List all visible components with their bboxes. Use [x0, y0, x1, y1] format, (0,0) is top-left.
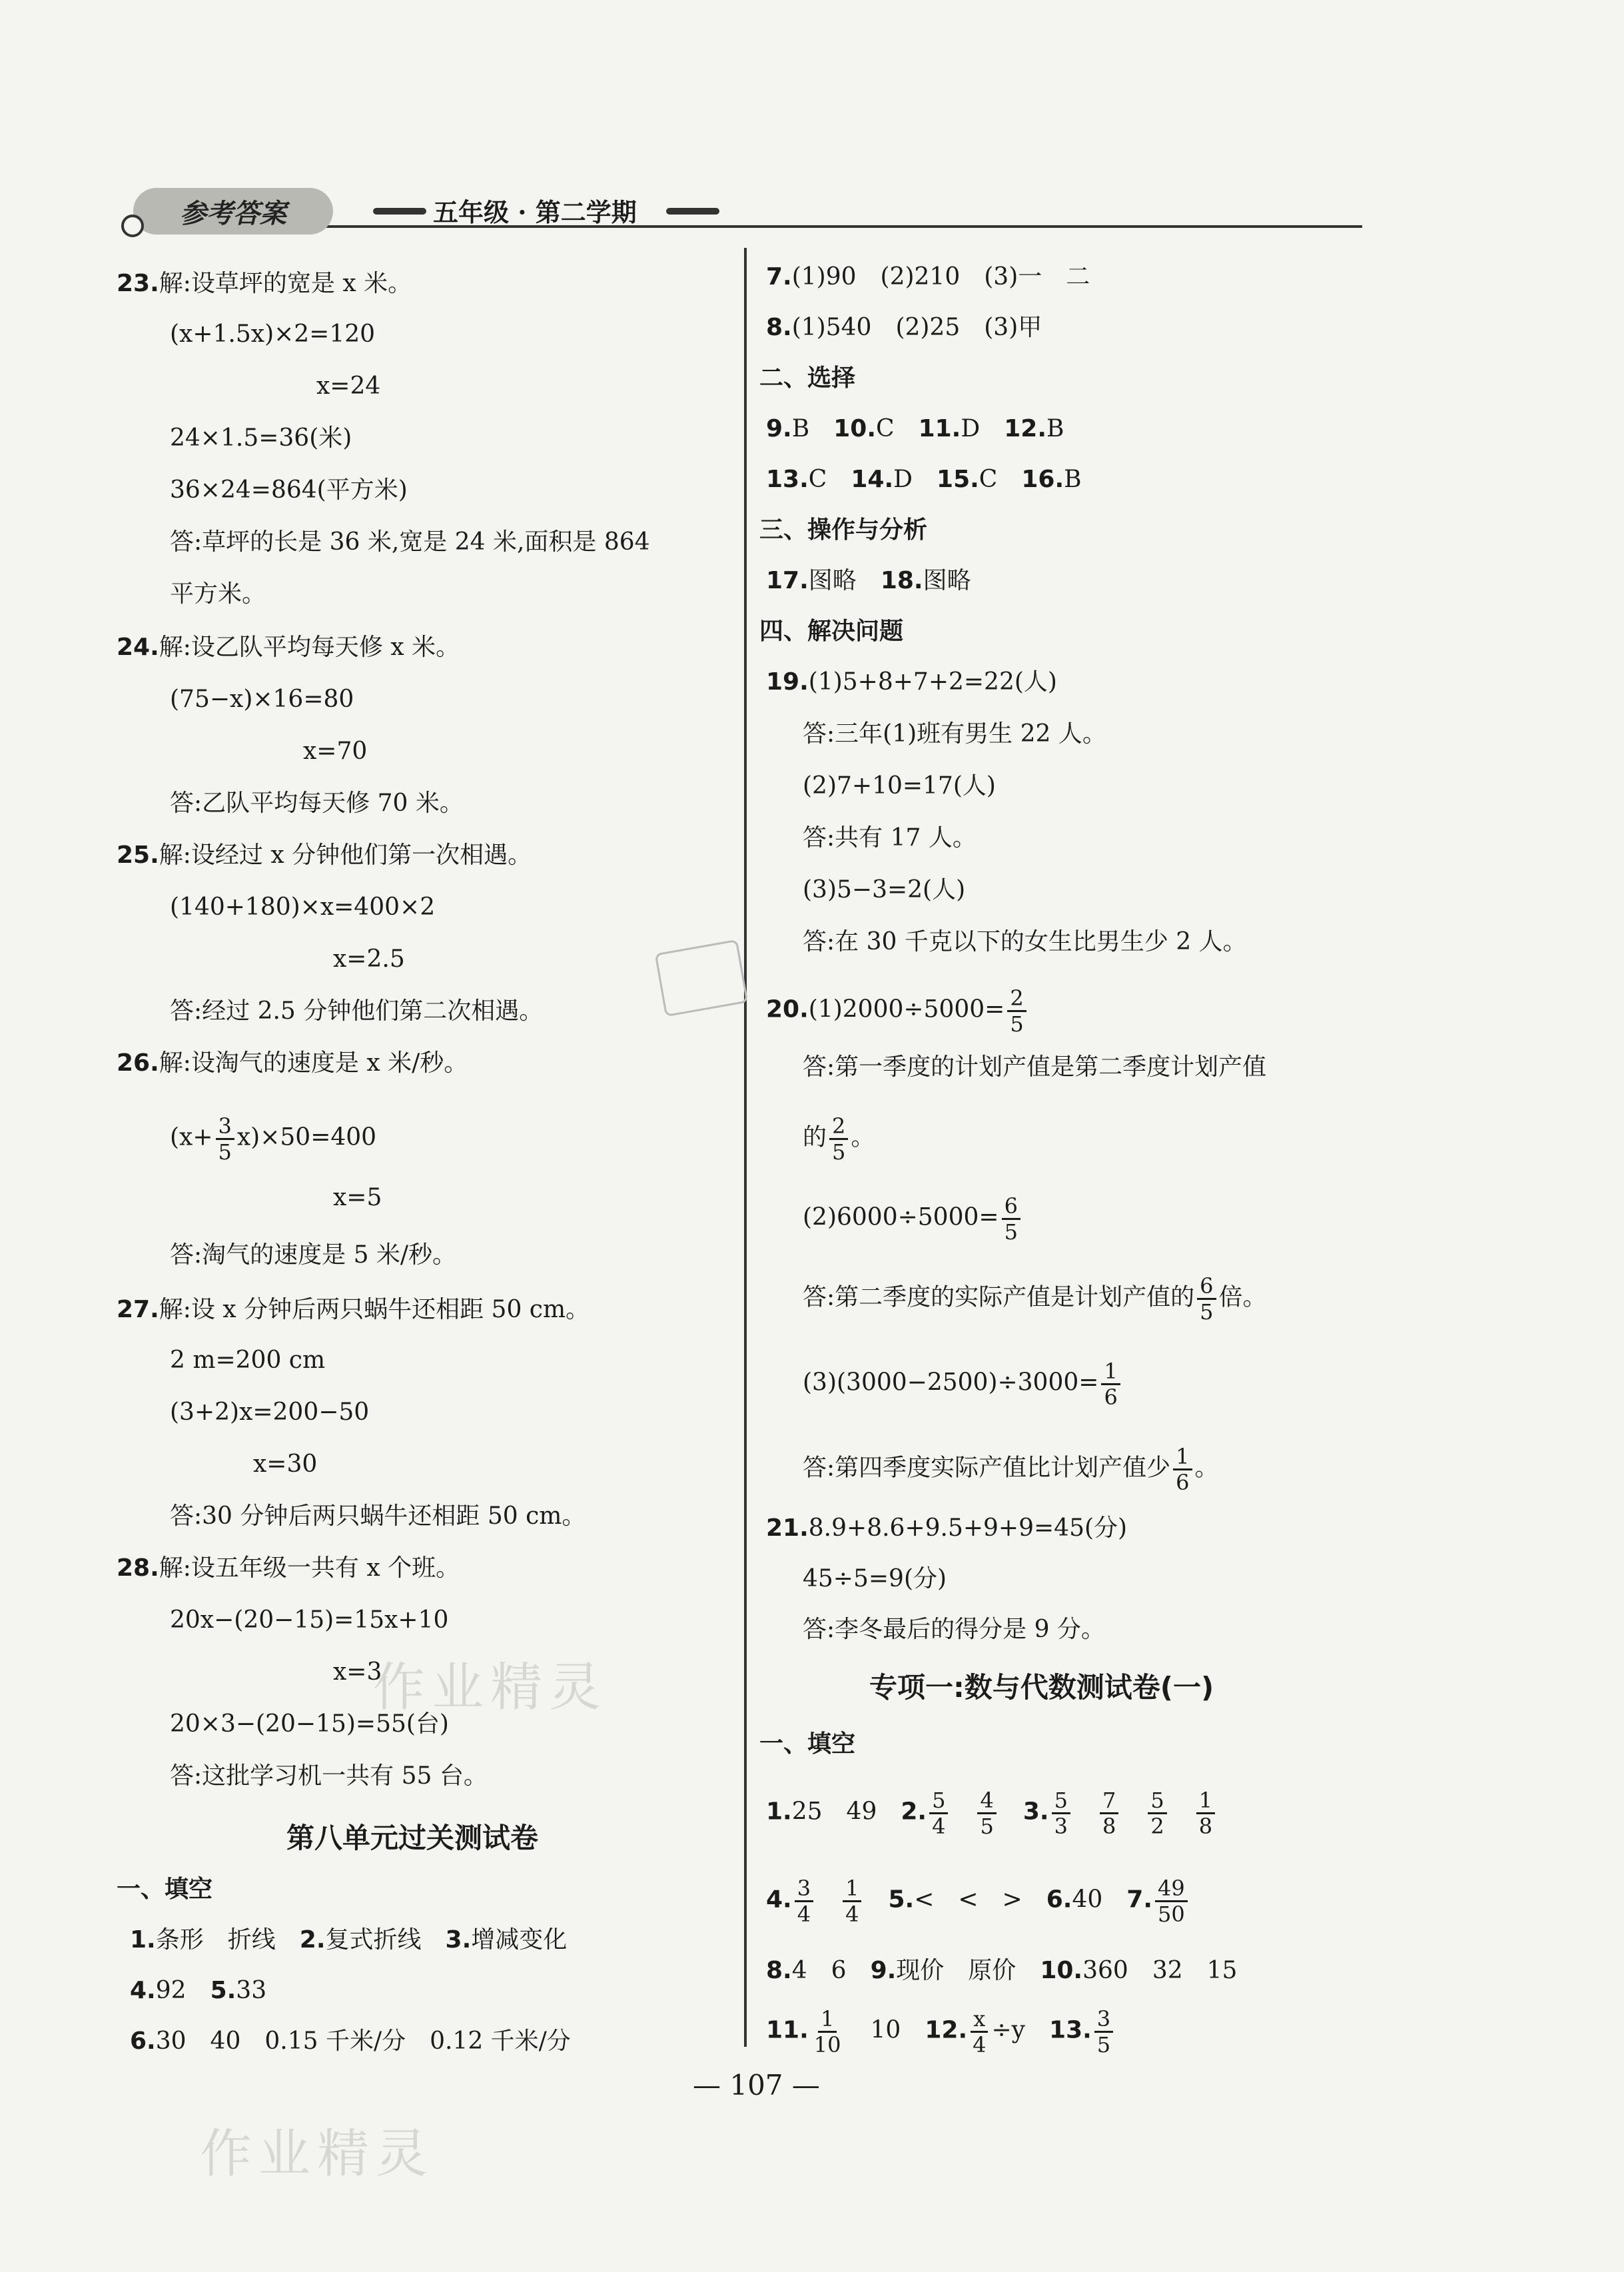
- q25-line-3: x=2.5: [333, 945, 405, 973]
- q25-line-1: 25.解:设经过 x 分钟他们第一次相遇。: [117, 842, 532, 869]
- fraction: $\frac{6}{5}$: [1197, 1274, 1216, 1324]
- q25-line-2: (140+180)×x=400×2: [170, 893, 436, 921]
- q23-line-1: 23.解:设草坪的宽是 x 米。: [117, 270, 412, 297]
- q23-line-7: 平方米。: [170, 580, 266, 608]
- q27-line-1: 27.解:设 x 分钟后两只蜗牛还相距 50 cm。: [117, 1296, 590, 1323]
- answer-badge: 参考答案: [133, 188, 333, 235]
- special-section: 一、填空: [759, 1730, 856, 1758]
- section-problems: 四、解决问题: [759, 618, 904, 645]
- q26-line-1: 26.解:设淘气的速度是 x 米/秒。: [117, 1049, 468, 1077]
- q27-line-2: 2 m=200 cm: [170, 1347, 326, 1374]
- fraction: $\frac{5}{2}$: [1148, 1788, 1166, 1838]
- q28-line-2: 20x−(20−15)=15x+10: [170, 1606, 449, 1634]
- q19-line-6: 答:在 30 千克以下的女生比男生少 2 人。: [803, 928, 1247, 955]
- unit8-line-2: 4.92 5.33: [130, 1977, 267, 2004]
- q19-line-5: (3)5−3=2(人): [803, 876, 966, 903]
- q19-line-4: 答:共有 17 人。: [803, 824, 977, 852]
- choice-row-1: 9.B 10.C 11.D 12.B: [766, 415, 1064, 442]
- page-number: — 107 —: [693, 2069, 820, 2101]
- q21-line-3: 答:李冬最后的得分是 9 分。: [803, 1616, 1105, 1643]
- fraction: $\frac{1}{6}$: [1173, 1444, 1192, 1494]
- column-divider: [744, 248, 747, 2047]
- q27-line-3: (3+2)x=200−50: [170, 1399, 370, 1426]
- q27-line-5: 答:30 分钟后两只蜗牛还相距 50 cm。: [170, 1502, 586, 1530]
- q21-line-1: 21.8.9+8.6+9.5+9+9=45(分): [766, 1514, 1128, 1542]
- section-choice: 二、选择: [759, 364, 856, 392]
- q19-line-3: (2)7+10=17(人): [803, 772, 996, 800]
- special-row-1: 1.25 49 2. $\frac{5}{4}$ $\frac{4}{5}$ 3. $\frac{5}{3}$ $\frac{7}{8}$ $\frac{5}{2}$ $\frac{1}{8}$: [766, 1788, 1218, 1838]
- q20-line-5: 答:第二季度的实际产值是计划产值的 $\frac{6}{5}$ 倍。: [803, 1273, 1267, 1325]
- special-row-2: 4. $\frac{3}{4}$ $\frac{1}{4}$ 5.< < > 6.40 7. $\frac{49}{50}$: [766, 1876, 1190, 1926]
- fraction: $\frac{5}{3}$: [1052, 1788, 1070, 1838]
- q23-line-6: 答:草坪的长是 36 米,宽是 24 米,面积是 864: [170, 528, 650, 556]
- unit8-title: 第八单元过关测试卷: [286, 1822, 539, 1854]
- q20-line-2: 答:第一季度的计划产值是第二季度计划产值: [803, 1053, 1267, 1081]
- header-title: 五年级 · 第二学期: [433, 197, 637, 227]
- dash-right-icon: [666, 208, 719, 215]
- fraction: $\frac{3}{5}$: [1094, 2007, 1113, 2057]
- fraction: $\frac{49}{50}$: [1155, 1876, 1188, 1926]
- fraction: $\frac{4}{5}$: [977, 1788, 996, 1838]
- fraction: $\frac{x}{4}$: [970, 2007, 989, 2057]
- q26-line-2: (x+ $\frac{3}{5}$ x)×50=400: [170, 1113, 377, 1165]
- unit8-line-3: 6.30 40 0.15 千米/分 0.12 千米/分: [130, 2027, 571, 2055]
- watermark: 作业精灵: [373, 1658, 608, 1718]
- q24-line-1: 24.解:设乙队平均每天修 x 米。: [117, 634, 460, 661]
- fraction: $\frac{2}{5}$: [829, 1114, 848, 1164]
- q24-line-3: x=70: [303, 738, 368, 765]
- fraction: $\frac{7}{8}$: [1100, 1788, 1118, 1838]
- unit8-section: 一、填空: [117, 1876, 213, 1903]
- fraction: $\frac{1}{4}$: [843, 1876, 861, 1926]
- q25-line-4: 答:经过 2.5 分钟他们第二次相遇。: [170, 997, 544, 1025]
- q21-line-2: 45÷5=9(分): [803, 1565, 947, 1592]
- watermark-bottom: 作业精灵: [200, 2124, 435, 2184]
- fraction: $\frac{1}{8}$: [1196, 1788, 1215, 1838]
- fraction: $\frac{3}{4}$: [795, 1876, 813, 1926]
- q20-line-3: 的 $\frac{2}{5}$ 。: [803, 1113, 875, 1165]
- badge-dot-icon: [121, 215, 144, 237]
- fraction: $\frac{6}{5}$: [1002, 1194, 1020, 1244]
- q28-line-4: 20×3−(20−15)=55(台): [170, 1710, 449, 1738]
- special-row-4: 11. $\frac{1}{10}$ 10 12. $\frac{x}{4}$ ÷y 13. $\frac{3}{5}$: [766, 2007, 1116, 2057]
- choice-row-2: 13.C 14.D 15.C 16.B: [766, 466, 1082, 493]
- q28-line-5: 答:这批学习机一共有 55 台。: [170, 1762, 488, 1790]
- q23-line-3: x=24: [316, 372, 381, 400]
- fraction: $\frac{1}{10}$: [813, 2006, 841, 2057]
- q23-line-4: 24×1.5=36(米): [170, 424, 352, 452]
- ops-row: 17.图略 18.图略: [766, 567, 971, 594]
- q23-line-2: (x+1.5x)×2=120: [170, 320, 376, 348]
- q23-line-5: 36×24=864(平方米): [170, 476, 408, 504]
- fraction: $\frac{1}{6}$: [1101, 1359, 1120, 1409]
- section-operation: 三、操作与分析: [759, 516, 928, 544]
- fraction: $\frac{2}{5}$: [1007, 986, 1026, 1036]
- fraction: $\frac{5}{4}$: [929, 1788, 948, 1838]
- q27-line-4: x=30: [253, 1450, 318, 1478]
- q28-line-3: x=3: [333, 1658, 382, 1686]
- q20-line-1: 20.(1)2000÷5000= $\frac{2}{5}$: [766, 986, 1029, 1036]
- q26-line-3: x=5: [333, 1184, 382, 1211]
- fraction: $\frac{3}{5}$: [216, 1114, 234, 1164]
- stamp-icon: [655, 939, 749, 1017]
- q19-line-2: 答:三年(1)班有男生 22 人。: [803, 720, 1106, 748]
- answer-8: 8.(1)540 (2)25 (3)甲: [766, 314, 1042, 341]
- q20-line-4: (2)6000÷5000= $\frac{6}{5}$: [803, 1194, 1023, 1244]
- q20-line-7: 答:第四季度实际产值比计划产值少 $\frac{1}{6}$ 。: [803, 1444, 1219, 1495]
- q26-line-4: 答:淘气的速度是 5 米/秒。: [170, 1241, 457, 1269]
- special-row-3: 8.4 6 9.现价 原价 10.360 32 15: [766, 1957, 1238, 1984]
- dash-left-icon: [373, 208, 426, 215]
- q20-line-6: (3)(3000−2500)÷3000= $\frac{1}{6}$: [803, 1359, 1123, 1409]
- q19-line-1: 19.(1)5+8+7+2=22(人): [766, 668, 1057, 696]
- q24-line-2: (75−x)×16=80: [170, 686, 354, 713]
- q24-line-4: 答:乙队平均每天修 70 米。: [170, 790, 464, 817]
- q28-line-1: 28.解:设五年级一共有 x 个班。: [117, 1554, 460, 1582]
- special-title: 专项一:数与代数测试卷(一): [869, 1671, 1214, 1704]
- unit8-line-1: 1.条形 折线 2.复式折线 3.增减变化: [130, 1926, 568, 1954]
- answer-7: 7.(1)90 (2)210 (3)一 二: [766, 263, 1090, 290]
